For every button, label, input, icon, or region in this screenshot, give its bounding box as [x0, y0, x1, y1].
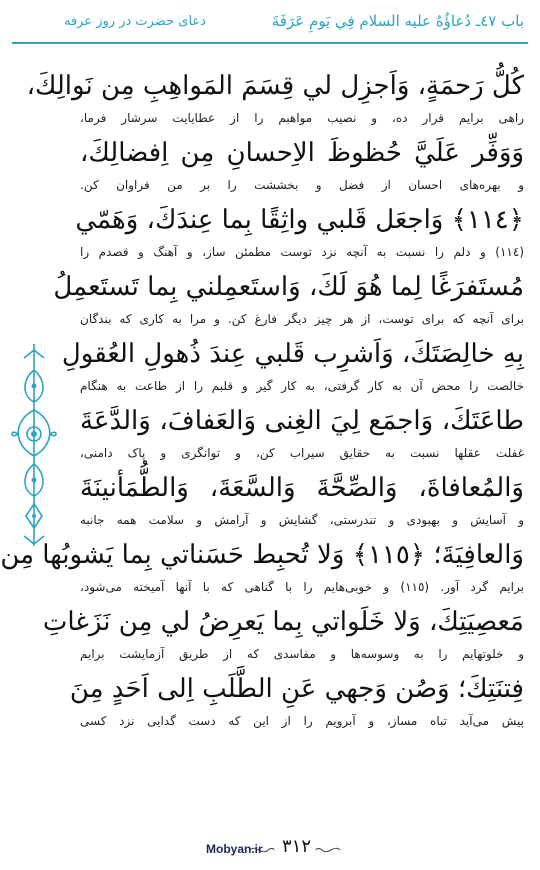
- translation-line: و آسایش و بهبودی و تندرستی، گشایش و آرامش و سلامت همه جانبه: [80, 513, 524, 527]
- translation-line: غفلت عقلها نسبت به حقایق سیراب کن، و توانگری و پاک دامنی،: [80, 446, 524, 460]
- page-header: [0, 0, 540, 46]
- arabic-line: كُلُّ رَحمَةٍ، وَاَجزِل لي قِسَمَ المَواهِبِ مِن نَوالِكَ،: [26, 71, 524, 101]
- translation-line: و بهره‌های احسان از فضل و بخششت را بر من فراوان کن.: [80, 178, 524, 192]
- translation-line: راهی برایم قرار ده، و نصیب مواهبم را از عطایایت سرشار فرما،: [80, 111, 524, 125]
- arabic-line: طاعَتَكَ، وَاجمَع لِيَ الغِنى وَالعَفافَ، وَالدَّعَةَ: [80, 406, 524, 436]
- translation-line: و خلوتهایم را به وسوسه‌ها و مفاسدی که از طریق آزمایشت برایم: [80, 647, 524, 661]
- arabic-line: فِتنَتِكَ؛ وَصُن وَجهي عَنِ الطَّلَبِ اِلى اَحَدٍ مِنَ: [69, 674, 524, 704]
- translation-line: برایم گرد آور. (١١٥) و خوبی‌هایم را با گناهی که با آنها آمیخته می‌شود،: [80, 580, 524, 594]
- arabic-line: ﴿١١٤﴾ وَاجعَل قَلبي واثِقًا بِما عِندَكَ، وَهَمّي: [75, 205, 524, 235]
- margin-ornament-icon: [8, 340, 60, 550]
- translation-line: (١١٤) و دلم را نسبت به آنچه نزد توست مطمئن ساز، و آهنگ و قصدم را: [80, 245, 524, 259]
- page-body: [0, 66, 524, 736]
- translation-line: پیش می‌آید تباه مساز، و آبرویم را از این که دست گدایی نزد کسی: [80, 714, 524, 728]
- arabic-line: وَالعافِيَةَ؛ ﴿١١٥﴾ وَلا تُحبِط حَسَناتي بِما يَشوبُها مِن: [0, 540, 524, 570]
- page-number: ٣١٢: [282, 836, 312, 857]
- chapter-subtitle: دعای حضرت در روز عرفه: [64, 14, 206, 29]
- page-footer: [0, 830, 540, 870]
- site-brand: Mobyan.ir: [206, 842, 263, 856]
- translation-line: برای آنچه که برای توست، از هر چیز دیگر فارغ کن. و مرا به کاری که بندگان: [80, 312, 524, 326]
- translation-line: خالصت را محض آن به کار گرفتی، به کار گیر و قلبم را از طاعت به هنگام: [80, 379, 524, 393]
- arabic-line: وَوَفِّر عَلَيَّ حُظوظَ الاِحسانِ مِن اِفضالِكَ،: [80, 138, 524, 168]
- arabic-line: بِهِ خالِصَتَكَ، وَاَشرِب قَلبي عِندَ ذُهولِ العُقولِ: [61, 339, 524, 369]
- flourish-left-icon: [248, 844, 276, 856]
- arabic-line: وَالمُعافاةَ، وَالصِّحَّةَ وَالسَّعَةَ، وَالطُّمَأنينَةَ: [80, 473, 524, 503]
- arabic-line: مَعصِيَتِكَ، وَلا خَلَواتي بِما يَعرِضُ لي مِن نَزَغاتِ: [42, 607, 524, 637]
- chapter-title: باب ٤٧ـ دُعاؤُهُ عليه السلام فِي يَومِ عَرَفَةَ: [271, 12, 524, 30]
- flourish-right-icon: [314, 844, 342, 856]
- arabic-line: مُستَفرَغًا لِما هُوَ لَكَ، وَاستَعمِلني بِما تَستَعمِلُ: [53, 272, 524, 302]
- header-rule: [12, 42, 528, 44]
